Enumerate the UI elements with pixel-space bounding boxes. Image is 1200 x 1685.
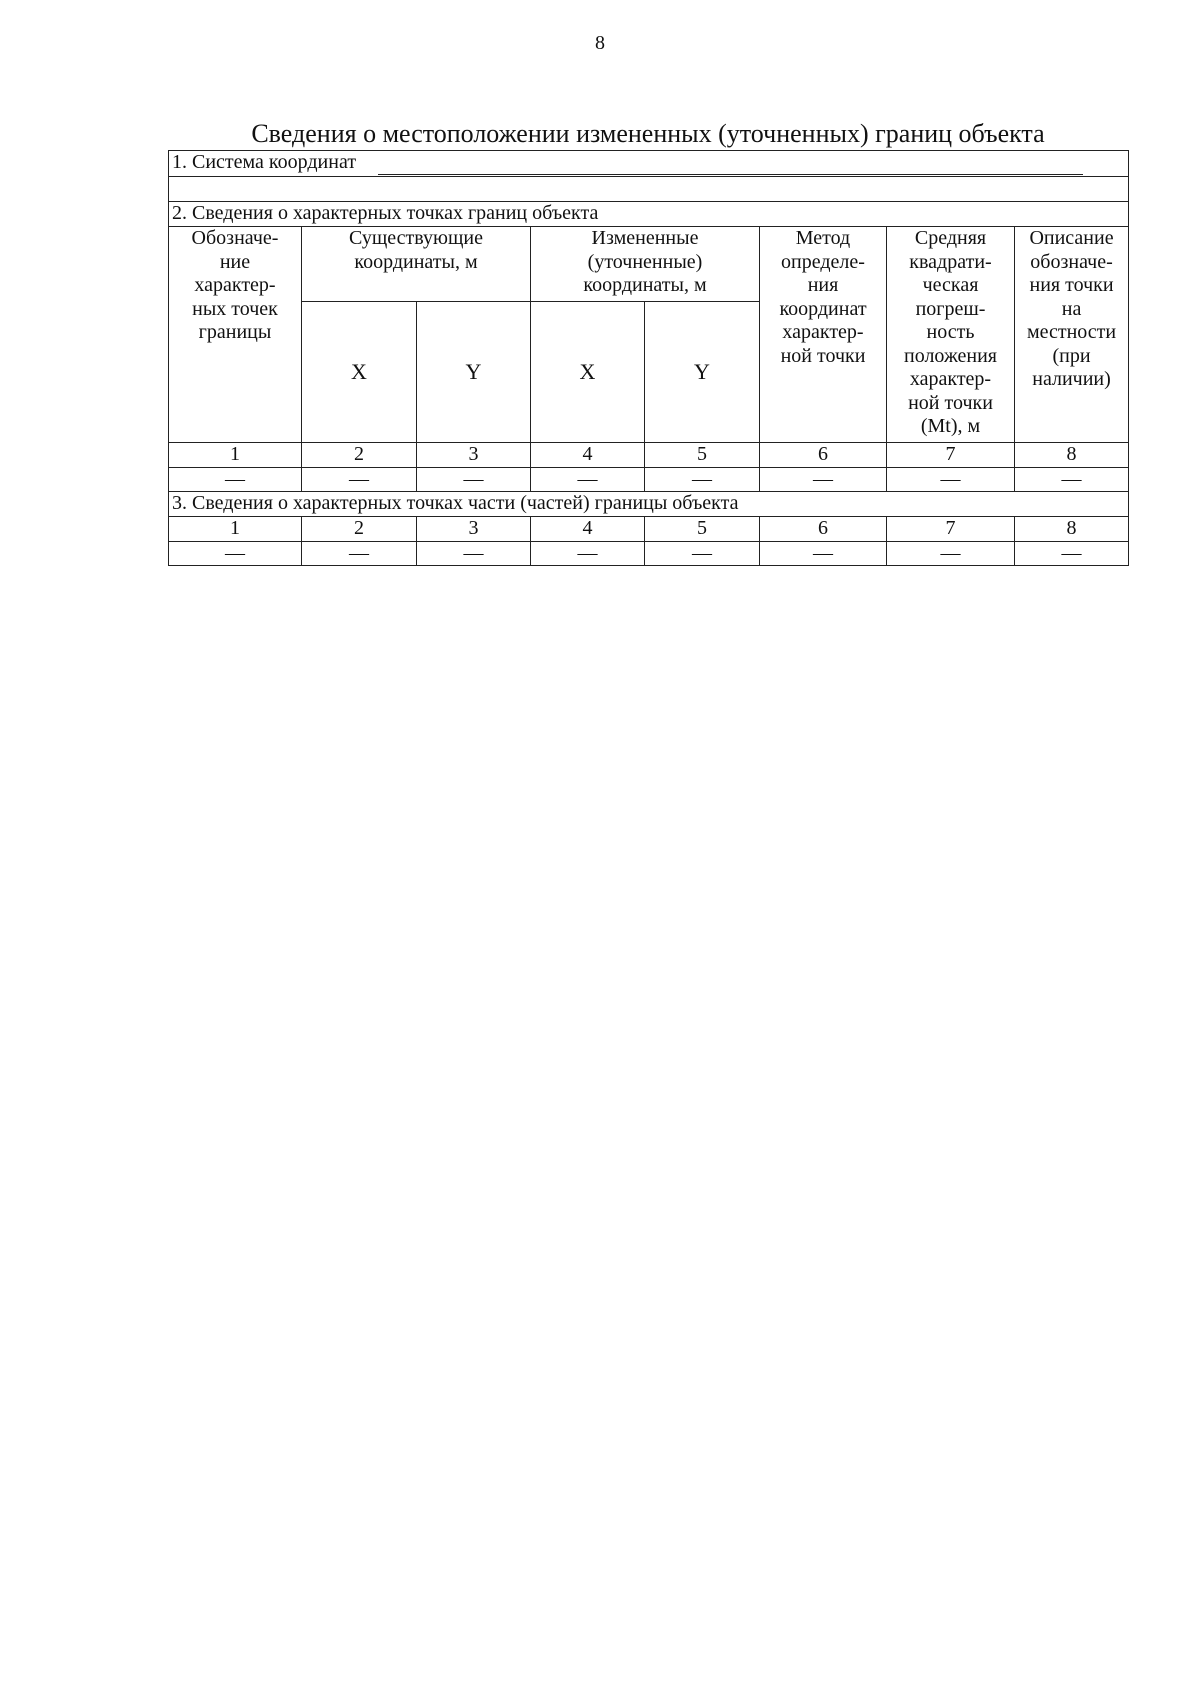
table-cell: —	[417, 541, 531, 566]
section2-row	[169, 202, 1129, 227]
section3-column-numbers	[169, 517, 1129, 542]
table-cell: —	[887, 467, 1015, 492]
section2-data-row	[169, 467, 1129, 492]
section3-heading: 3. Сведения о характерных точках части (частей) границы объекта	[169, 492, 1129, 517]
table-cell: —	[760, 467, 887, 492]
column-number: 1	[169, 443, 302, 468]
header-mean-square-error: Средняя квадрати- ческая погреш- ность положения характер- ной точки (Mt), м	[887, 227, 1015, 443]
boundary-table	[168, 150, 1129, 566]
table-cell: —	[1015, 467, 1129, 492]
section3-row	[169, 492, 1129, 517]
column-number: 7	[887, 517, 1015, 542]
table-cell: —	[645, 467, 760, 492]
coordinate-system-value	[378, 156, 1083, 175]
header-description: Описание обозначе- ния точки на местности (при наличии)	[1015, 227, 1129, 443]
table-cell: —	[302, 467, 417, 492]
header-changed-y: Y	[645, 302, 760, 443]
column-number: 2	[302, 517, 417, 542]
header-changed-coordinates: Измененные (уточненные) координаты, м	[531, 227, 760, 302]
page-number: 8	[595, 32, 605, 54]
table-cell: —	[645, 541, 760, 566]
table-cell: —	[302, 541, 417, 566]
column-number: 3	[417, 517, 531, 542]
document-title: Сведения о местоположении измененных (уточненных) границ объекта	[251, 119, 1045, 148]
column-number: 1	[169, 517, 302, 542]
column-number: 5	[645, 517, 760, 542]
table-cell: —	[169, 467, 302, 492]
header-existing-coordinates: Существующие координаты, м	[302, 227, 531, 302]
column-number: 4	[531, 517, 645, 542]
section2-column-numbers	[169, 443, 1129, 468]
table-cell: —	[760, 541, 887, 566]
column-number: 6	[760, 517, 887, 542]
section3-data-row	[169, 541, 1129, 566]
table-cell: —	[887, 541, 1015, 566]
header-designation: Обозначе- ние характер- ных точек границы	[169, 227, 302, 443]
column-number: 8	[1015, 517, 1129, 542]
column-number: 6	[760, 443, 887, 468]
header-row-1	[169, 227, 1129, 302]
section2-heading: 2. Сведения о характерных точках границ объекта	[169, 202, 1129, 227]
table-cell: —	[417, 467, 531, 492]
header-existing-y: Y	[417, 302, 531, 443]
column-number: 5	[645, 443, 760, 468]
column-number: 2	[302, 443, 417, 468]
table-cell: —	[531, 541, 645, 566]
section1-row	[169, 151, 1129, 177]
table-cell: —	[169, 541, 302, 566]
column-number: 4	[531, 443, 645, 468]
column-number: 3	[417, 443, 531, 468]
blank-cell	[169, 177, 1129, 202]
blank-row	[169, 177, 1129, 202]
header-changed-x: X	[531, 302, 645, 443]
header-method: Метод определе- ния координат характер- ной точки	[760, 227, 887, 443]
header-existing-x: X	[302, 302, 417, 443]
coordinate-system-cell	[169, 151, 1129, 177]
table-cell: —	[531, 467, 645, 492]
column-number: 8	[1015, 443, 1129, 468]
coordinate-system-label: 1. Система координат	[172, 151, 357, 173]
table-cell: —	[1015, 541, 1129, 566]
column-number: 7	[887, 443, 1015, 468]
